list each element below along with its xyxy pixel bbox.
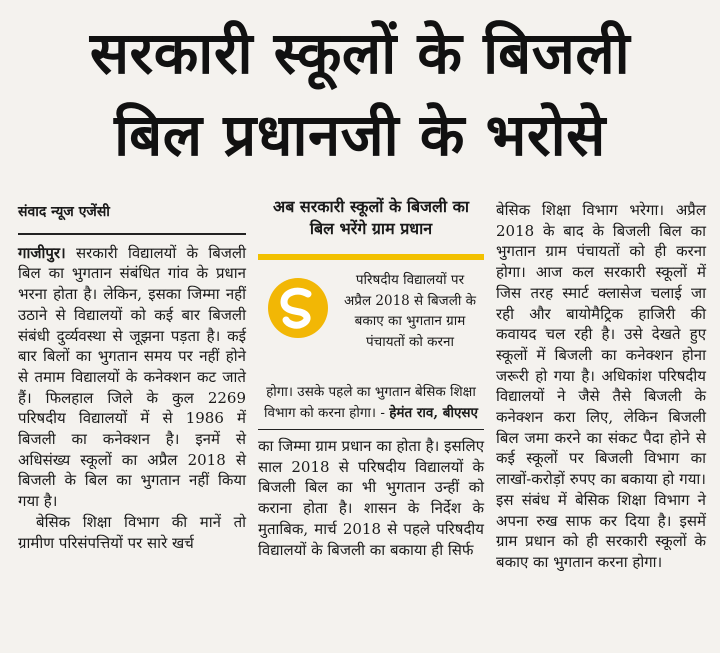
pull-quote-tail-text: होगा। उसके पहले का भुगतान बेसिक शिक्षा विभाग को करना होगा। - — [263, 384, 476, 421]
dateline: गाजीपुर। — [18, 243, 66, 262]
pull-quote-box — [258, 270, 484, 382]
subheadline: अब सरकारी स्कूलों के बिजली का बिल भरेंगे ग्राम प्रधान — [272, 197, 470, 238]
column-1-para-2: बेसिक शिक्षा विभाग की मानें तो ग्रामीण परिसंपत्तियों पर सारे खर्च — [18, 512, 246, 552]
column-2 — [258, 196, 484, 560]
headline-line-1: सरकारी स्कूलों के बिजली — [89, 19, 631, 87]
pull-quote: परिषदीय विद्यालयों पर अप्रैल 2018 से बिजली के बकाए का भुगतान ग्राम पंचायतों को करना — [343, 272, 477, 350]
s-logo-icon — [268, 278, 328, 338]
headline — [0, 12, 720, 176]
pull-quote-author: हेमंत राव, बीएसए — [389, 404, 479, 421]
byline: संवाद न्यूज एजेंसी — [18, 196, 246, 235]
divider — [258, 429, 484, 430]
column-2-para: का जिम्मा ग्राम प्रधान का होता है। इसलिए साल 2018 से परिषदीय विद्यालयों के बिजली बिल का भी भुगतान उन्हीं को कराना होता है। शासन के निर्देश के मुताबिक, मार्च 2018 से पहले परिषदीय विद्यालयों के बिजली का बकाया ही सिर्फ — [258, 437, 484, 559]
column-1-para-1-text: सरकारी विद्यालयों के बिजली बिल का भुगतान संबंधित गांव के प्रधान भरना होता है। लेकिन, इसका जिम्मा नहीं उठाने से विद्यालयों को कई बार बिजली संबंधी दुर्व्यवस्था से जूझना पड़ता है। कई बार बिलों का भुगतान समय पर नहीं होने से तमाम विद्यालयों के कनेक्शन कट जाते हैं। फिलहाल जिले के कुल 2269 परिषदीय विद्यालयों में से 1986 में बिजली का कनेक्शन है। इनमें से अधिसंख्य स्कूलों का अप्रैल 2018 से बिजली के बिल का भुगतान नहीं किया गया है। — [18, 243, 246, 511]
column-3-para: बेसिक शिक्षा विभाग भरेगा। अप्रैल 2018 के बाद के बिजली बिल का भुगतान ग्राम पंचायतों को ही करना होगा। आज कल सरकारी स्कूलों में जिस तरह स्मार्ट क्लासेज चलाई जा रही और बायोमैट्रिक हाजिरी की कवायद चल रही है। उसे देखते हुए स्कूलों में बिजली का कनेक्शन होना जरूरी हो गया है। अधिकांश परिषदीय विद्यालयों ने जैसे तैसे बिजली के कनेक्शन करा लिए, लेकिन बिजली बिल जमा करने का संकट पैदा होने से कई स्कूलों पर बिजली विभाग का लाखों-करोड़ों रुपए का बकाया हो गया। इस संबंध में बेसिक शिक्षा विभाग ने अपना रुख साफ कर दिया है। इसमें ग्राम प्रधान को ही सरकारी स्कूलों के बकाए का भुगतान करना होगा। — [496, 201, 706, 571]
column-1-para-1 — [18, 243, 246, 512]
accent-bar — [258, 254, 484, 260]
headline-line-2: बिल प्रधानजी के भरोसे — [114, 101, 606, 169]
column-3 — [496, 200, 706, 573]
pull-quote-tail — [258, 382, 484, 423]
column-1 — [18, 196, 246, 553]
